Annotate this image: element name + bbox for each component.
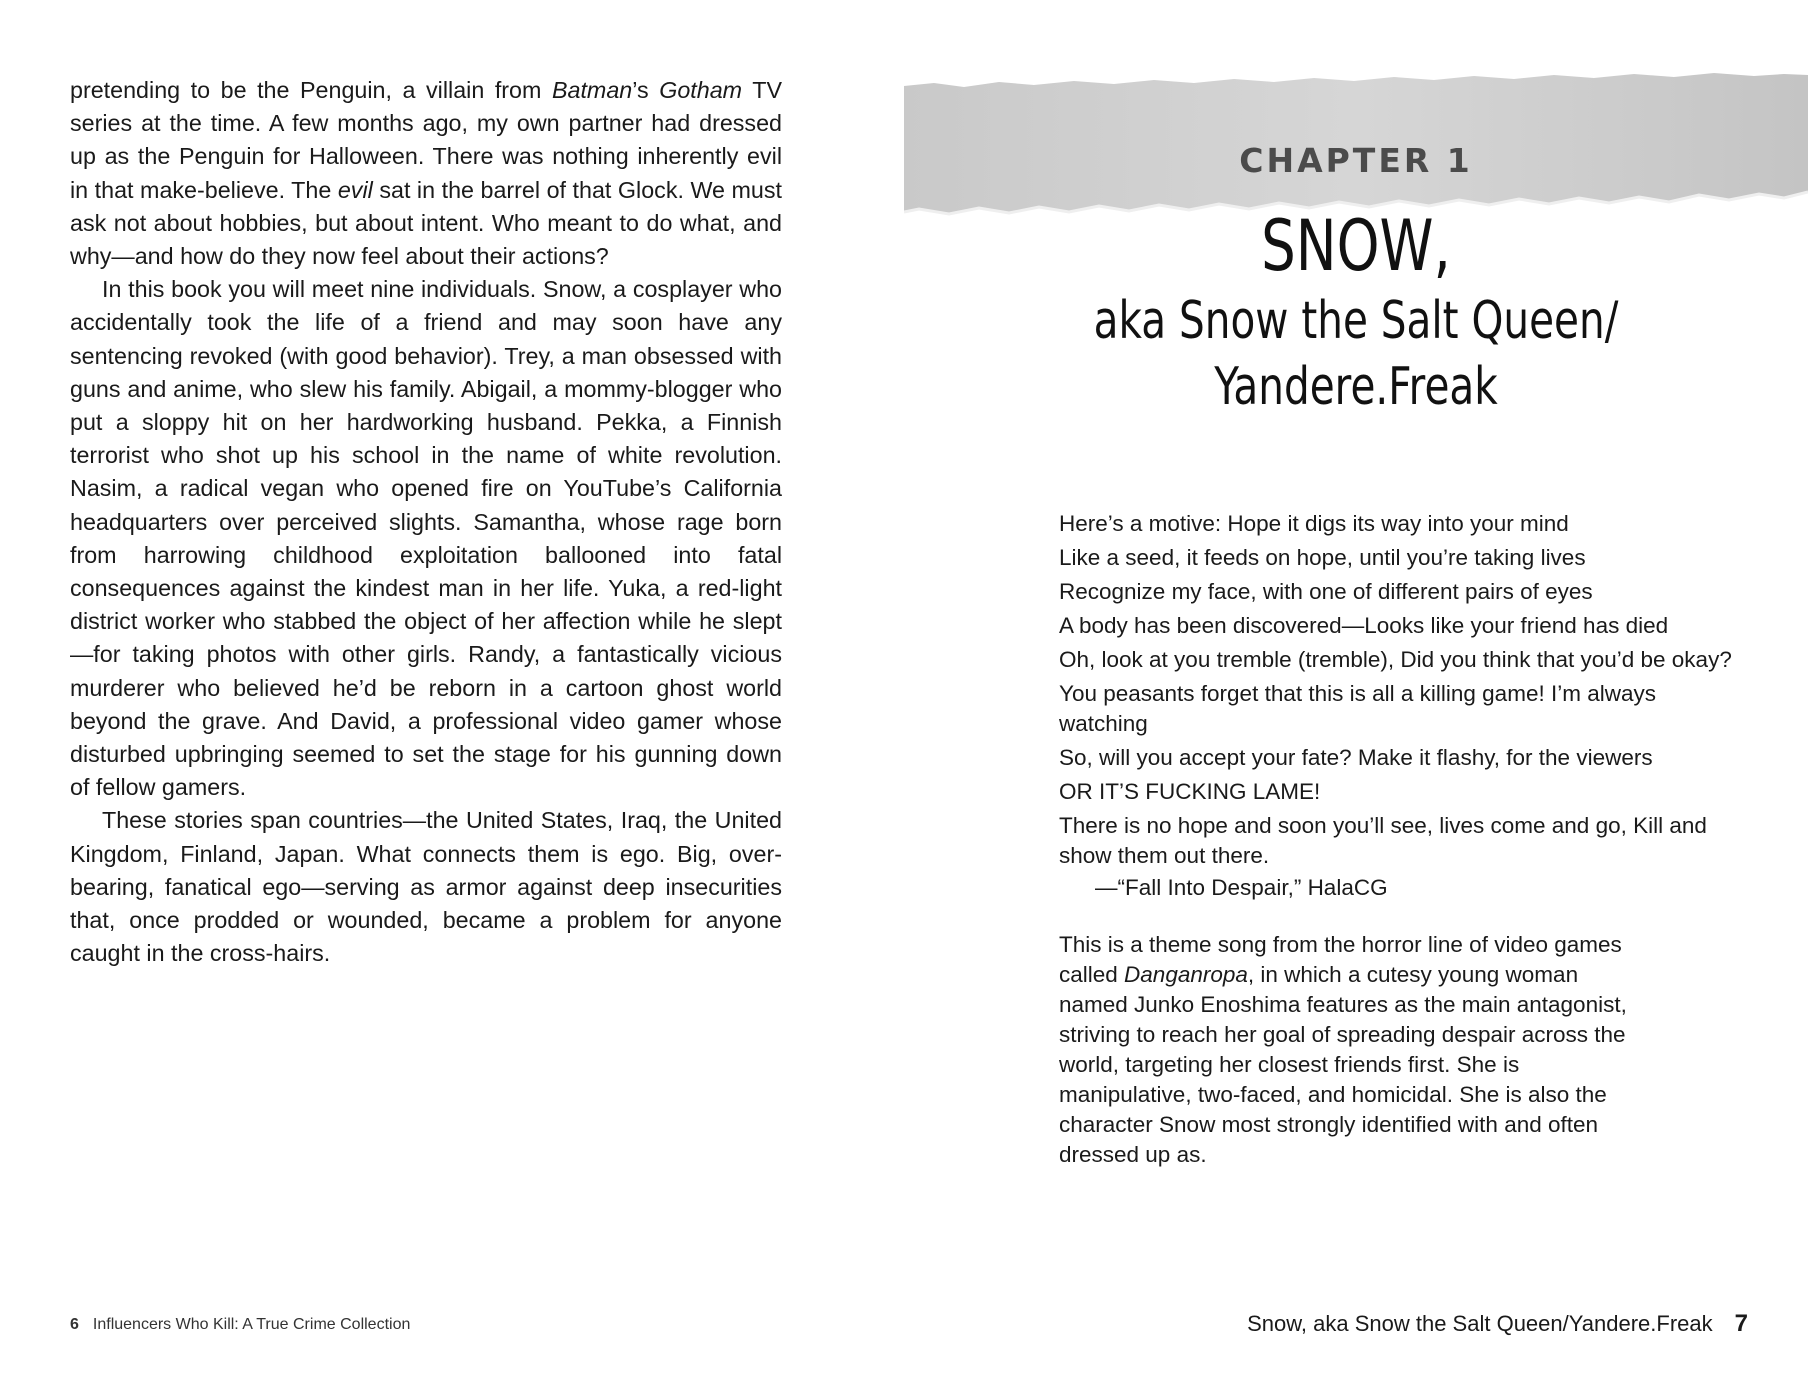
epigraph-line: Like a seed, it feeds on hope, until you’re taking lives: [1059, 545, 1586, 570]
chapter-subtitle: [1003, 288, 1708, 420]
chapter-title: SNOW,: [1261, 205, 1451, 287]
right-page-number: 7: [1734, 1310, 1748, 1337]
paragraph-2: In this book you will meet nine individuals. Snow, a cosplayer who accidentally took the life of a friend and may soon have any sentencing revoked (with good behavior). Trey, a man obsessed with guns and anime, who slew his family. Abigail, a mommy-blogger who put a sloppy hit on her hardworking husband. Pekka, a Finnish terrorist who shot up his school in the name of white revolution. Nasim, a radical vegan who opened fire on YouTube’s California headquarters over perceived slights. Samantha, whose rage born from harrowing childhood exploitation ballooned into fatal consequences against the kindest man in her life. Yuka, a red-light district worker who stabbed the object of her affection while he slept—for taking photos with other girls. Randy, a fantastically vicious murderer who believed he’d be reborn in a cartoon ghost world beyond the grave. And David, a professional video gamer whose disturbed upbringing seemed to set the stage for his gunning down of fellow gamers.: [70, 276, 782, 801]
epigraph-line: Oh, look at you tremble (tremble), Did you think that you’d be okay?: [1059, 647, 1732, 672]
epigraph-line: OR IT’S FUCKING LAME!: [1059, 779, 1321, 804]
right-footer: [1247, 1310, 1748, 1338]
paragraph-1: pretending to be the Penguin, a villain from Batman’s Gotham TV series at the time. A few months ago, my own partner had dressed up as the Penguin for Halloween. There was nothing inherently evil in that make-believe. The evil sat in the barrel of that Glock. We must ask not about hobbies, but about intent. Who meant to do what, and why—and how do they now feel about their actions?: [70, 77, 782, 270]
italic-title: Danganropa: [1124, 962, 1248, 987]
paragraph-3: These stories span countries—the United States, Iraq, the United Kingdom, Finland, Japan. What connects them is ego. Big, over-bearing, fanatical ego—serving as armor against deep insecurities that, once prodded or wounded, became a problem for anyone caught in the cross-hairs.: [70, 807, 782, 967]
chapter-intro-paragraph: This is a theme song from the horror line of video games called Danganropa, in which a cutesy young woman named Junko Enoshima features as the main antagonist, striving to reach her goal of spreading despair across the world, targeting her closest friends first. She is manipulative, two-faced, and homicidal. She is also the character Snow most strongly identified with and often dressed up as.: [1059, 932, 1627, 1167]
book-title-running-head: Influencers Who Kill: A True Crime Collection: [92, 1316, 411, 1333]
epigraph-line: Here’s a motive: Hope it digs its way into your mind: [1059, 511, 1569, 536]
epigraph-line: Recognize my face, with one of different pairs of eyes: [1059, 579, 1593, 604]
chapter-subtitle-line-1: aka Snow the Salt Queen/: [1093, 291, 1619, 351]
epigraph-line: A body has been discovered—Looks like your friend has died: [1059, 613, 1669, 638]
epigraph-attribution: —“Fall Into Despair,” HalaCG: [1095, 875, 1388, 900]
epigraph-line: So, will you accept your fate? Make it flashy, for the viewers: [1059, 745, 1653, 770]
right-page: [904, 0, 1808, 1396]
epigraph-line: There is no hope and soon you’ll see, lives come and go, Kill and show them out there.: [1059, 813, 1707, 868]
chapter-label: CHAPTER 1: [1239, 141, 1473, 180]
left-page-number: 6: [70, 1316, 79, 1333]
chapter-subtitle-line-2: Yandere.Freak: [1214, 357, 1498, 417]
epigraph: [1059, 509, 1749, 903]
italic-title: Batman: [551, 77, 633, 103]
italic-title: evil: [337, 176, 373, 203]
italic-title: Gotham: [659, 77, 743, 103]
epigraph-line: You peasants forget that this is all a killing game! I’m always watching: [1059, 681, 1656, 736]
left-body-text: [70, 74, 782, 970]
chapter-running-head: Snow, aka Snow the Salt Queen/Yandere.Freak: [1247, 1311, 1713, 1336]
left-footer: [70, 1316, 410, 1334]
